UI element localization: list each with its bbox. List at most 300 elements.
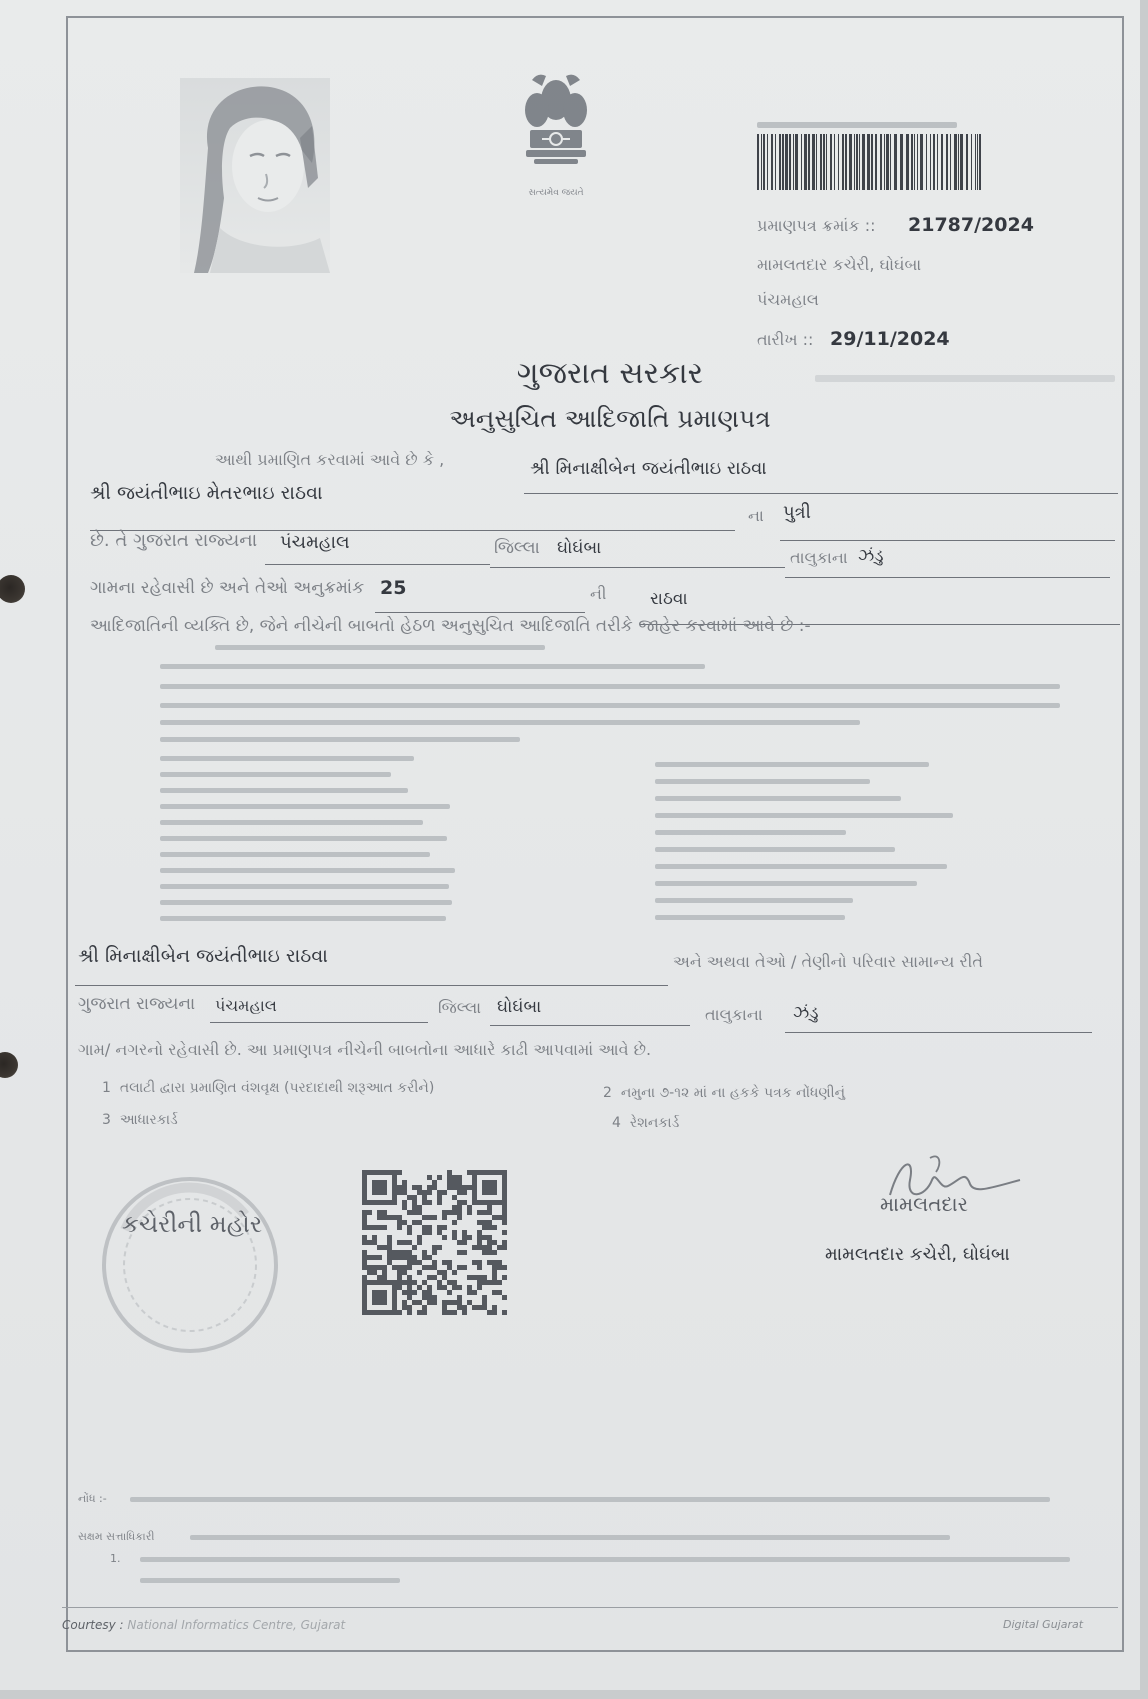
qr-module	[502, 1240, 507, 1245]
qr-module	[392, 1170, 397, 1175]
qr-module	[367, 1240, 372, 1245]
qr-module	[492, 1260, 497, 1265]
underline	[210, 1022, 428, 1023]
illegible-text-line	[655, 830, 846, 835]
qr-module	[437, 1200, 442, 1205]
qr-module	[397, 1310, 402, 1315]
qr-module	[482, 1235, 487, 1240]
illegible-text-line	[655, 881, 917, 886]
qr-module	[372, 1270, 377, 1275]
qr-module	[362, 1170, 367, 1175]
qr-module	[362, 1220, 367, 1225]
issuing-district: પંચમહાલ	[757, 290, 819, 309]
applicant-photo	[180, 78, 330, 273]
note-item-number: 1.	[110, 1552, 121, 1565]
qr-module	[367, 1280, 372, 1285]
signatory-title: મામલતદાર	[880, 1192, 968, 1216]
barcode-bar	[826, 134, 827, 190]
qr-module	[377, 1265, 382, 1270]
qr-module	[437, 1280, 442, 1285]
qr-module	[457, 1265, 462, 1270]
barcode-bar	[930, 134, 931, 190]
qr-module	[462, 1185, 467, 1190]
serial-number: 25	[380, 577, 407, 599]
qr-module	[377, 1300, 382, 1305]
qr-module	[377, 1215, 382, 1220]
illegible-text-line	[140, 1557, 1070, 1562]
qr-module	[487, 1260, 492, 1265]
qr-module	[467, 1170, 472, 1175]
qr-module	[452, 1235, 457, 1240]
qr-module	[362, 1305, 367, 1310]
document-text: નમુના ૭-૧૨ માં ના હકકે પત્રક નોંધણીનું	[620, 1085, 846, 1101]
qr-module	[372, 1290, 377, 1295]
qr-module	[452, 1205, 457, 1210]
qr-module	[462, 1230, 467, 1235]
document-item	[102, 1112, 178, 1128]
qr-module	[457, 1215, 462, 1220]
qr-module	[387, 1200, 392, 1205]
qr-module	[362, 1295, 367, 1300]
courtesy-label: Courtesy :	[62, 1618, 124, 1632]
certificate-title: અનુસુચિત આદિજાતિ પ્રમાણપત્ર	[449, 404, 771, 433]
qr-module	[412, 1245, 417, 1250]
qr-module	[422, 1225, 427, 1230]
qr-module	[437, 1230, 442, 1235]
qr-module	[422, 1310, 427, 1315]
barcode-bar	[979, 134, 981, 190]
document-number: 4	[612, 1115, 621, 1131]
qr-module	[442, 1190, 447, 1195]
qr-module	[492, 1170, 497, 1175]
barcode-bar	[830, 134, 832, 190]
illegible-text-line	[160, 788, 408, 793]
seal-label: કચેરીની મહોર	[122, 1210, 263, 1238]
qr-module	[382, 1190, 387, 1195]
qr-module	[427, 1255, 432, 1260]
qr-module	[462, 1310, 467, 1315]
qr-module	[462, 1240, 467, 1245]
qr-module	[457, 1240, 462, 1245]
qr-module	[417, 1240, 422, 1245]
qr-module	[447, 1265, 452, 1270]
barcode-bar	[954, 134, 957, 190]
illegible-text-line	[160, 884, 449, 889]
barcode-bar	[785, 134, 788, 190]
qr-module	[397, 1170, 402, 1175]
qr-module	[477, 1220, 482, 1225]
qr-module	[417, 1300, 422, 1305]
qr-module	[377, 1310, 382, 1315]
courtesy-text	[62, 1618, 345, 1632]
state-text: છે. તે ગુજરાત રાજ્યના	[90, 530, 258, 551]
qr-module	[467, 1205, 472, 1210]
qr-module	[407, 1285, 412, 1290]
qr-module	[382, 1310, 387, 1315]
qr-module	[402, 1290, 407, 1295]
qr-module	[477, 1200, 482, 1205]
qr-module	[377, 1185, 382, 1190]
barcode-bar	[767, 134, 768, 190]
underline	[265, 564, 490, 565]
qr-module	[477, 1280, 482, 1285]
qr-module	[362, 1250, 367, 1255]
residence-village-name: ઝંડુ	[793, 1003, 819, 1023]
qr-module	[492, 1225, 497, 1230]
qr-module	[392, 1295, 397, 1300]
qr-module	[407, 1210, 412, 1215]
qr-module	[377, 1295, 382, 1300]
qr-module	[472, 1195, 477, 1200]
qr-module	[482, 1210, 487, 1215]
qr-module	[382, 1170, 387, 1175]
qr-module	[422, 1200, 427, 1205]
qr-module	[467, 1285, 472, 1290]
qr-module	[497, 1245, 502, 1250]
qr-module	[402, 1180, 407, 1185]
qr-module	[387, 1280, 392, 1285]
qr-module	[502, 1200, 507, 1205]
illegible-text-line	[160, 684, 1060, 689]
qr-module	[442, 1285, 447, 1290]
qr-module	[447, 1180, 452, 1185]
illegible-text-line	[655, 847, 895, 852]
illegible-text-line	[190, 1535, 950, 1540]
qr-module	[392, 1215, 397, 1220]
family-text: અને અથવા તેઓ / તેણીનો પરિવાર સામાન્ય રીતે	[673, 952, 983, 971]
qr-module	[432, 1295, 437, 1300]
declared-text: આદિજાતિની વ્યક્તિ છે, જેને નીચેની બાબતો હેઠળ અનુસુચિત આદિજાતિ તરીકે જાહેર કરવામાં આવે છે :-	[90, 616, 811, 636]
qr-module	[412, 1280, 417, 1285]
qr-module	[392, 1255, 397, 1260]
qr-module	[432, 1300, 437, 1305]
qr-module	[442, 1215, 447, 1220]
qr-module	[362, 1210, 367, 1215]
illegible-text-line	[160, 772, 391, 777]
qr-module	[502, 1265, 507, 1270]
qr-module	[467, 1210, 472, 1215]
qr-module	[472, 1190, 477, 1195]
qr-module	[432, 1260, 437, 1265]
qr-module	[417, 1205, 422, 1210]
barcode-bar	[900, 134, 903, 190]
illegible-text-line	[160, 720, 860, 725]
qr-module	[407, 1225, 412, 1230]
qr-module	[372, 1190, 377, 1195]
qr-module	[457, 1200, 462, 1205]
qr-module	[417, 1270, 422, 1275]
qr-module	[472, 1170, 477, 1175]
qr-module	[487, 1310, 492, 1315]
qr-module	[442, 1225, 447, 1230]
barcode-bar	[890, 134, 891, 190]
qr-module	[447, 1290, 452, 1295]
barcode-bar	[845, 134, 847, 190]
qr-module	[412, 1260, 417, 1265]
qr-module	[477, 1265, 482, 1270]
qr-module	[402, 1270, 407, 1275]
barcode-bar	[906, 134, 909, 190]
qr-module	[452, 1300, 457, 1305]
barcode-bar	[862, 134, 865, 190]
qr-module	[422, 1280, 427, 1285]
issue-date: 29/11/2024	[830, 328, 950, 350]
qr-module	[447, 1260, 452, 1265]
district-name: પંચમહાલ	[280, 532, 350, 553]
qr-module	[457, 1180, 462, 1185]
qr-module	[482, 1305, 487, 1310]
qr-module	[377, 1245, 382, 1250]
underline	[785, 577, 1110, 578]
document-item	[603, 1085, 845, 1101]
office-seal	[95, 1170, 285, 1360]
underline	[780, 540, 1115, 541]
qr-module	[482, 1250, 487, 1255]
date-label: તારીખ ::	[757, 330, 814, 349]
qr-module	[502, 1310, 507, 1315]
qr-module	[447, 1210, 452, 1215]
qr-module	[502, 1175, 507, 1180]
qr-module	[502, 1195, 507, 1200]
qr-module	[382, 1270, 387, 1275]
qr-module	[372, 1200, 377, 1205]
qr-module	[387, 1255, 392, 1260]
qr-module	[427, 1275, 432, 1280]
qr-module	[452, 1210, 457, 1215]
qr-module	[457, 1250, 462, 1255]
barcode-bar	[854, 134, 855, 190]
faint-stamp-text	[815, 375, 1115, 382]
barcode-bar	[941, 134, 943, 190]
qr-module	[377, 1225, 382, 1230]
barcode-bar	[812, 134, 815, 190]
qr-module	[362, 1175, 367, 1180]
document-item	[102, 1080, 434, 1096]
qr-module	[417, 1235, 422, 1240]
qr-module	[492, 1190, 497, 1195]
qr-module	[382, 1275, 387, 1280]
qr-module	[482, 1180, 487, 1185]
qr-module	[402, 1205, 407, 1210]
qr-module	[487, 1190, 492, 1195]
qr-module	[482, 1170, 487, 1175]
qr-module	[392, 1185, 397, 1190]
qr-module	[497, 1170, 502, 1175]
qr-module	[482, 1300, 487, 1305]
qr-module	[402, 1305, 407, 1310]
resident-text: ગામના રહેવાસી છે અને તેઓ અનુક્રમાંક	[90, 578, 365, 598]
barcode-bar	[875, 134, 877, 190]
qr-module	[392, 1200, 397, 1205]
qr-module	[497, 1215, 502, 1220]
father-name: શ્રી જયંતીભાઇ મેતરભાઇ રાઠવા	[90, 482, 323, 504]
qr-module	[402, 1190, 407, 1195]
illegible-text-line	[655, 762, 929, 767]
qr-module	[362, 1195, 367, 1200]
qr-module	[392, 1285, 397, 1290]
qr-module	[492, 1180, 497, 1185]
qr-module	[457, 1205, 462, 1210]
qr-module	[477, 1260, 482, 1265]
qr-module	[372, 1225, 377, 1230]
qr-module	[487, 1210, 492, 1215]
qr-module	[432, 1180, 437, 1185]
illegible-text-line	[160, 836, 447, 841]
illegible-text-line	[655, 898, 853, 903]
qr-module	[502, 1245, 507, 1250]
qr-module	[422, 1295, 427, 1300]
qr-module	[427, 1300, 432, 1305]
illegible-text-line	[160, 900, 452, 905]
qr-module	[482, 1220, 487, 1225]
qr-module	[427, 1295, 432, 1300]
digital-gujarat-logo: Digital Gujarat	[1003, 1618, 1084, 1631]
qr-module	[447, 1185, 452, 1190]
qr-module	[457, 1295, 462, 1300]
qr-module	[412, 1205, 417, 1210]
qr-module	[362, 1285, 367, 1290]
government-title: ગુજરાત સરકાર	[516, 356, 704, 391]
qr-module	[467, 1185, 472, 1190]
qr-module	[362, 1235, 367, 1240]
residence-taluka-label: તાલુકાના	[705, 1005, 763, 1024]
qr-module	[402, 1250, 407, 1255]
illegible-text-line	[140, 1578, 400, 1583]
national-emblem-icon	[512, 70, 600, 185]
qr-module	[397, 1190, 402, 1195]
qr-module	[397, 1280, 402, 1285]
qr-module	[377, 1280, 382, 1285]
barcode-bar	[763, 134, 765, 190]
qr-module	[492, 1290, 497, 1295]
qr-module	[472, 1185, 477, 1190]
qr-module	[472, 1275, 477, 1280]
qr-module	[427, 1290, 432, 1295]
qr-module	[482, 1225, 487, 1230]
qr-module	[402, 1265, 407, 1270]
basis-text: ગામ/ નગરનો રહેવાસી છે. આ પ્રમાણપત્ર નીચેની બાબતોના આધારે કાઢી આપવામાં આવે છે.	[78, 1040, 652, 1059]
qr-module	[382, 1290, 387, 1295]
qr-module	[467, 1290, 472, 1295]
qr-module	[362, 1300, 367, 1305]
qr-module	[502, 1185, 507, 1190]
qr-module	[482, 1245, 487, 1250]
illegible-text-line	[655, 779, 870, 784]
qr-module	[407, 1230, 412, 1235]
qr-module	[367, 1265, 372, 1270]
qr-module	[362, 1190, 367, 1195]
qr-module	[407, 1240, 412, 1245]
qr-module	[457, 1210, 462, 1215]
of-text-2: ની	[590, 584, 607, 603]
qr-module	[362, 1225, 367, 1230]
qr-module	[487, 1200, 492, 1205]
qr-module	[377, 1190, 382, 1195]
qr-module	[502, 1275, 507, 1280]
illegible-text-line	[160, 820, 423, 825]
qr-module	[407, 1275, 412, 1280]
underline	[524, 493, 1118, 494]
qr-module	[362, 1215, 367, 1220]
qr-module	[417, 1260, 422, 1265]
qr-module	[392, 1310, 397, 1315]
qr-module	[382, 1185, 387, 1190]
qr-module	[367, 1225, 372, 1230]
qr-module	[427, 1265, 432, 1270]
qr-module	[377, 1200, 382, 1205]
qr-module	[487, 1180, 492, 1185]
qr-module	[457, 1190, 462, 1195]
qr-module	[367, 1310, 372, 1315]
barcode-bar	[838, 134, 839, 190]
qr-module	[422, 1305, 427, 1310]
qr-module	[487, 1185, 492, 1190]
qr-module	[417, 1210, 422, 1215]
qr-module	[372, 1185, 377, 1190]
qr-module	[487, 1225, 492, 1230]
qr-module	[477, 1245, 482, 1250]
qr-module	[417, 1220, 422, 1225]
qr-module	[362, 1280, 367, 1285]
barcode-bar	[911, 134, 913, 190]
qr-module	[477, 1210, 482, 1215]
qr-module	[392, 1265, 397, 1270]
qr-module	[407, 1280, 412, 1285]
qr-module	[387, 1310, 392, 1315]
qr-module	[497, 1265, 502, 1270]
barcode-bar	[880, 134, 882, 190]
qr-module	[397, 1285, 402, 1290]
underline	[75, 985, 668, 986]
qr-module	[492, 1215, 497, 1220]
relation: પુત્રી	[783, 502, 811, 523]
qr-module	[422, 1215, 427, 1220]
qr-module	[492, 1200, 497, 1205]
qr-module	[457, 1175, 462, 1180]
barcode-bar	[808, 134, 810, 190]
qr-module	[407, 1195, 412, 1200]
barcode-bar	[757, 134, 759, 190]
qr-module	[382, 1200, 387, 1205]
courtesy-organization: National Informatics Centre, Gujarat	[127, 1618, 346, 1632]
underline	[490, 1025, 690, 1026]
certificate-number-label: પ્રમાણપત્ર ક્રમાંક ::	[757, 216, 876, 235]
qr-module	[442, 1300, 447, 1305]
note-label: નોંધ :-	[78, 1492, 107, 1505]
barcode-bar	[886, 134, 889, 190]
qr-module	[497, 1290, 502, 1295]
barcode-bar	[789, 134, 791, 190]
qr-module	[392, 1175, 397, 1180]
barcode	[755, 134, 987, 190]
qr-module	[437, 1225, 442, 1230]
qr-module	[402, 1185, 407, 1190]
qr-module	[412, 1210, 417, 1215]
district-label: જિલ્લા	[494, 538, 540, 558]
qr-module	[362, 1260, 367, 1265]
qr-module	[437, 1195, 442, 1200]
illegible-text-line	[655, 796, 901, 801]
qr-module	[492, 1265, 497, 1270]
qr-module	[387, 1215, 392, 1220]
qr-module	[382, 1215, 387, 1220]
qr-module	[402, 1300, 407, 1305]
qr-module	[422, 1250, 427, 1255]
residence-taluka-name: ઘોઘંબા	[497, 997, 542, 1017]
illegible-text-line	[160, 664, 705, 669]
qr-module	[462, 1200, 467, 1205]
qr-module	[472, 1305, 477, 1310]
